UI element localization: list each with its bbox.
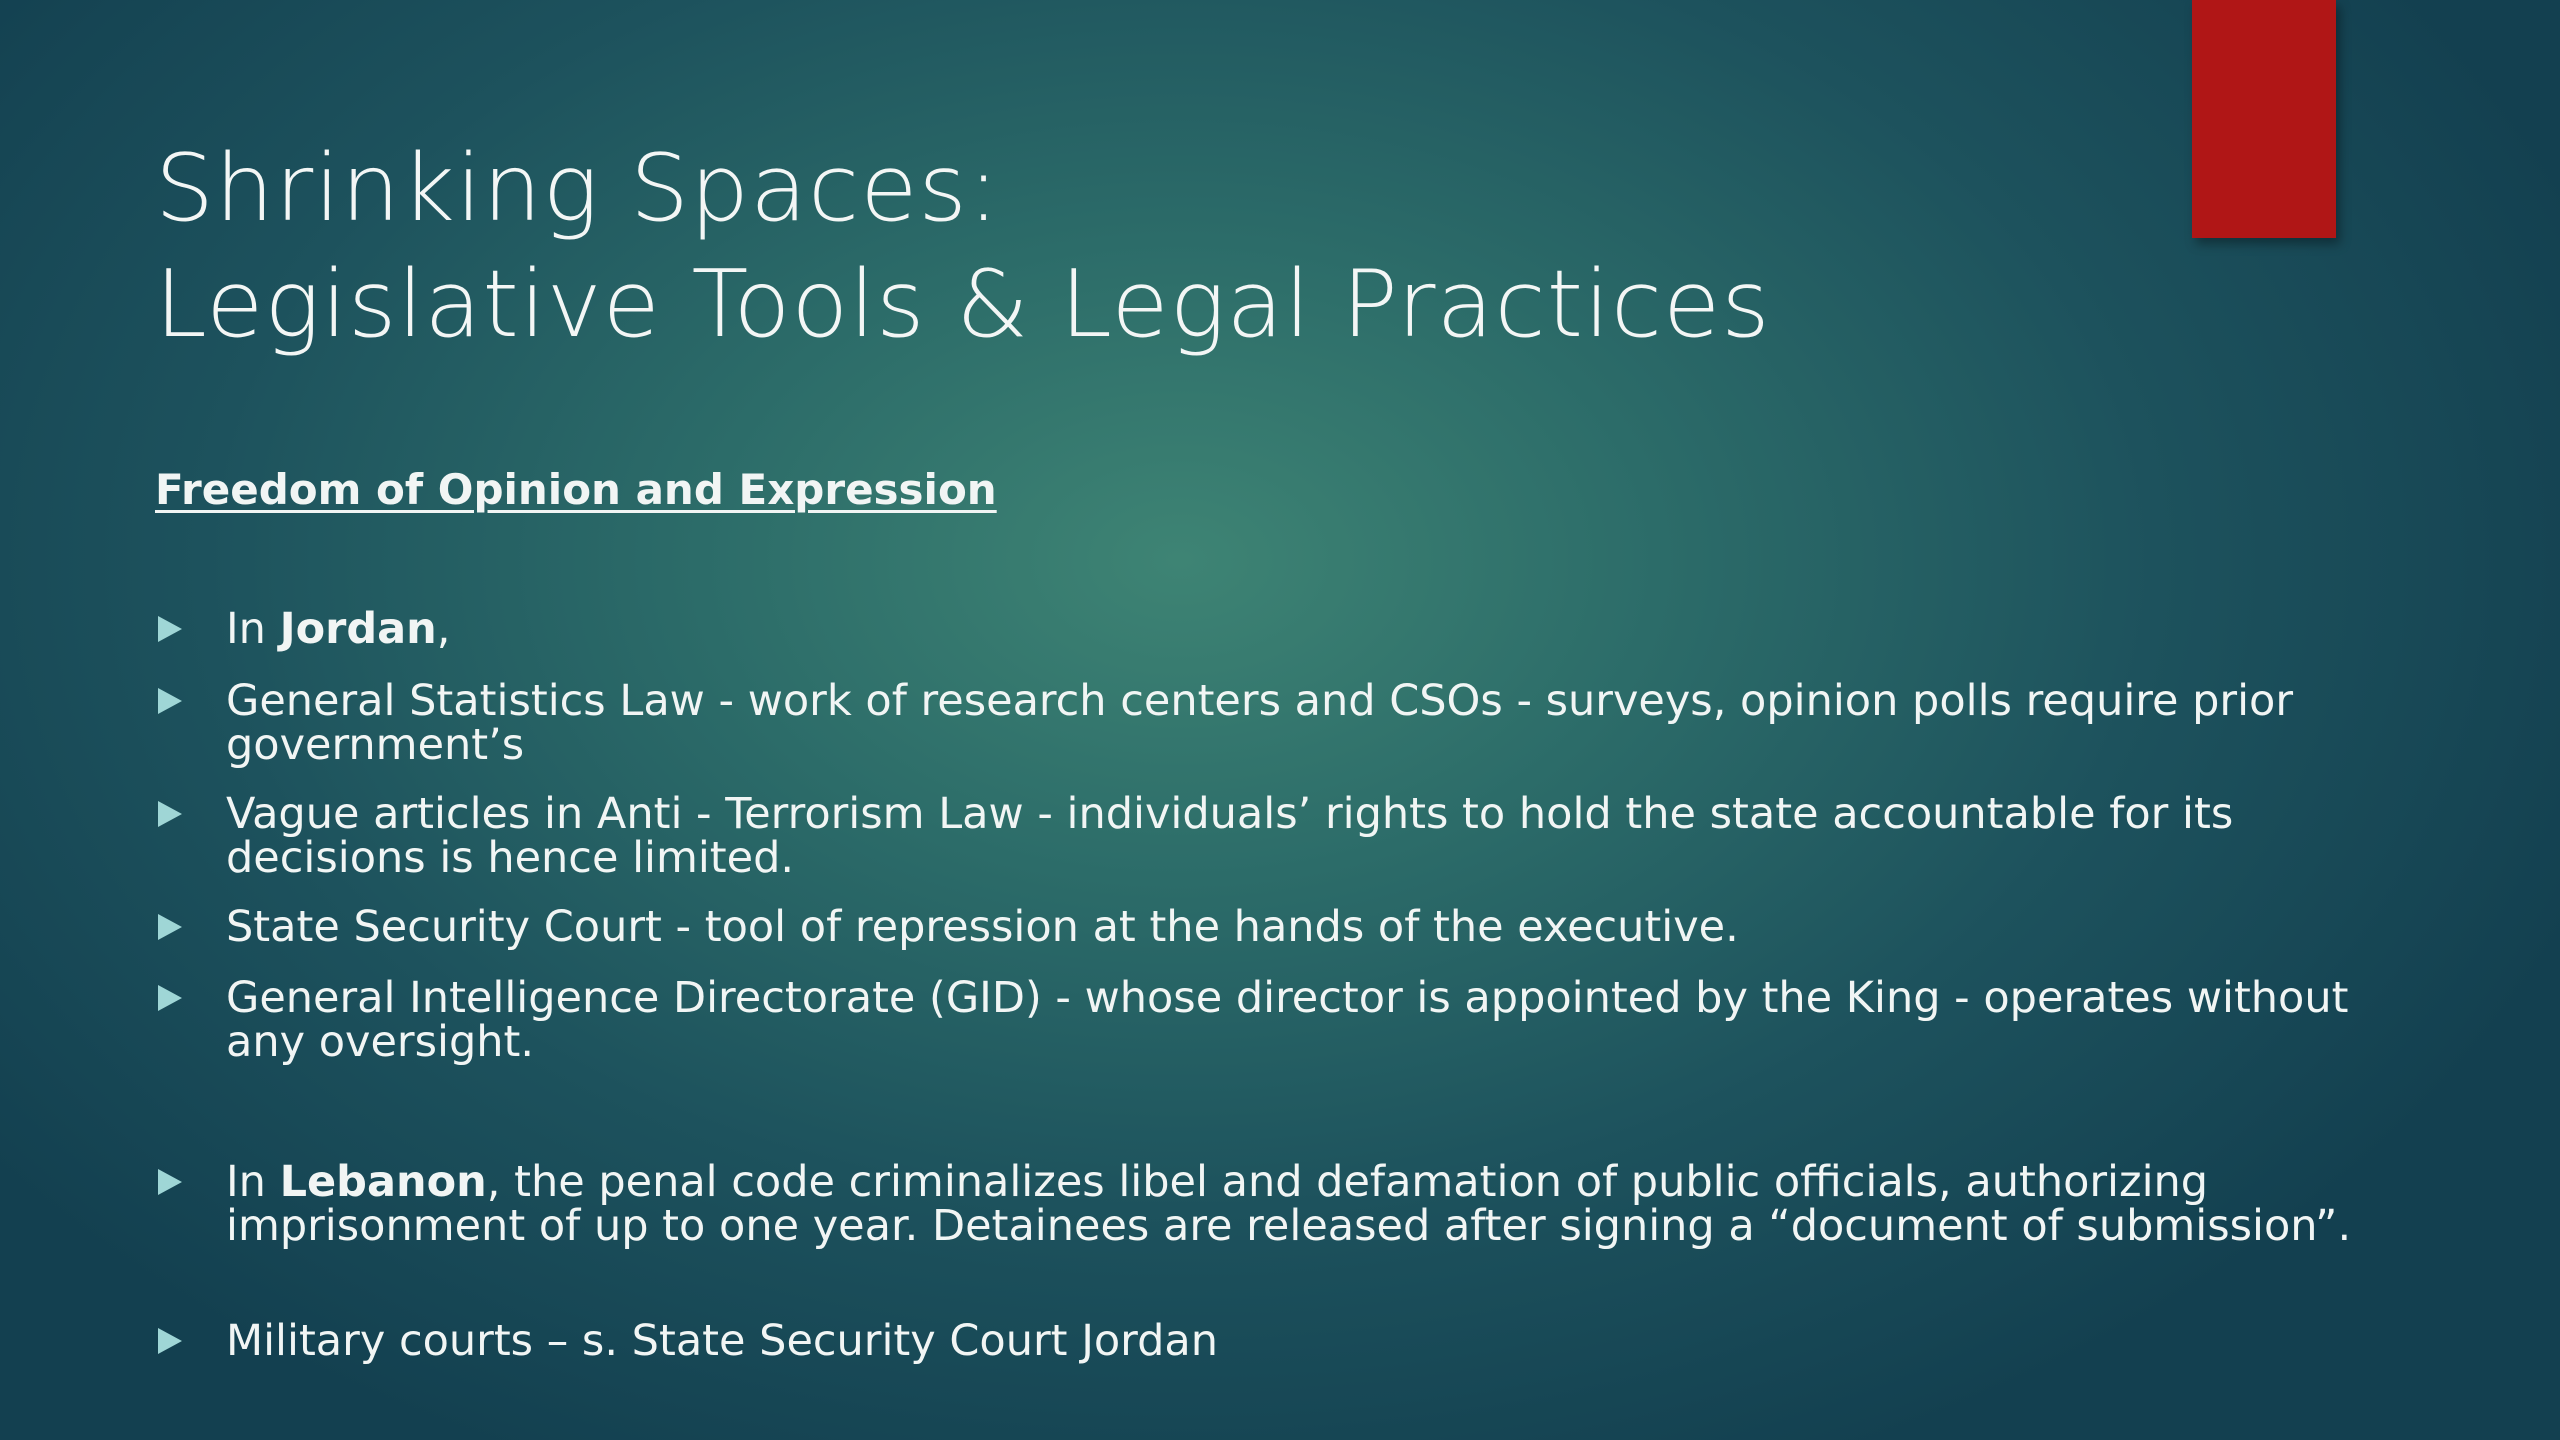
bullet-text: General Statistics Law - work of research centers and CSOs - surveys, opinion polls require prior government’s — [226, 676, 2294, 770]
bullet-text: Vague articles in Anti - Terrorism Law - individuals’ rights to hold the state accountable for its decisions is hence limited. — [226, 789, 2234, 883]
triangle-bullet-icon — [158, 616, 182, 642]
section-heading: Freedom of Opinion and Expression — [155, 465, 997, 514]
triangle-bullet-icon — [158, 1169, 182, 1195]
bullet-text: General Intelligence Directorate (GID) - whose director is appointed by the King - operates without any oversight. — [226, 973, 2349, 1067]
title-line-2: Legislative Tools & Legal Practices — [155, 250, 1771, 358]
bullet-text: In Jordan, — [226, 604, 451, 654]
bullet-text: State Security Court - tool of repression at the hands of the executive. — [226, 902, 1739, 952]
triangle-bullet-icon — [158, 1328, 182, 1354]
bullet-list — [155, 0, 2395, 1440]
bullet-text: Military courts – s. State Security Court Jordan — [226, 1316, 1219, 1366]
bullet-text: In Lebanon, the penal code criminalizes libel and defamation of public officials, authorizing imprisonment of up to one year. Detainees are released after signing a “document of submission”. — [226, 1157, 2352, 1251]
triangle-bullet-icon — [158, 914, 182, 940]
triangle-bullet-icon — [158, 688, 182, 714]
triangle-bullet-icon — [158, 985, 182, 1011]
triangle-bullet-icon — [158, 801, 182, 827]
title-line-1: Shrinking Spaces: — [155, 134, 1001, 242]
